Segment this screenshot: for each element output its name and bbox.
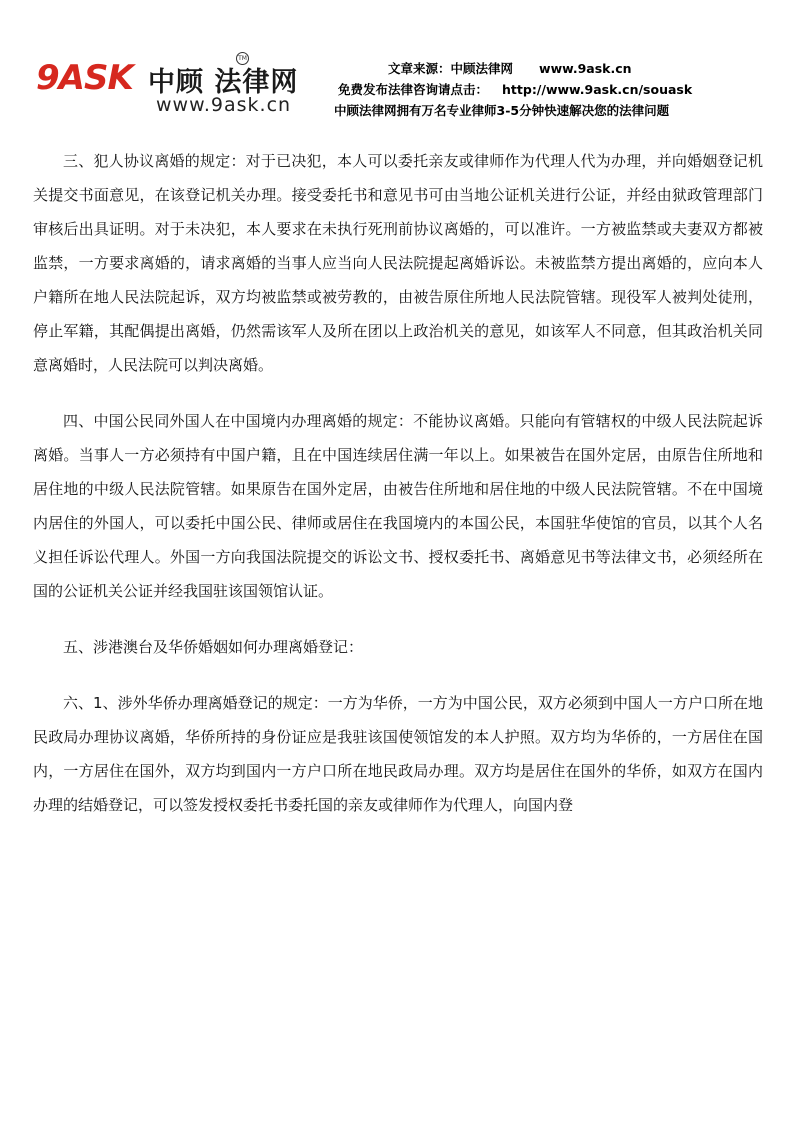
page-header (0, 0, 794, 130)
header-info (320, 58, 770, 121)
source-line (320, 58, 770, 79)
tagline: 中顾法律网拥有万名专业律师3-5分钟快速解决您的法律问题 (334, 103, 670, 118)
article-body (33, 144, 763, 844)
site-logo[interactable] (36, 52, 336, 122)
paragraph-3: 三、犯人协议离婚的规定：对于已决犯，本人可以委托亲友或律师作为代理人代为办理，并向婚姻登记机关提交书面意见，在该登记机关办理。接受委托书和意见书可由当地公证机关进行公证，并经由狱政管理部门审核后出具证明。对于未决犯，本人要求在未执行死刑前协议离婚的，可以准许。一方被监禁或夫妻双方都被监禁，一方要求离婚的，请求离婚的当事人应当向人民法院提起离婚诉讼。未被监禁方提出离婚的，应向本人户籍所在地人民法院起诉，双方均被监禁或被劳教的，由被告原住所地人民法院管辖。现役军人被判处徒刑，停止军籍，其配偶提出离婚，仍然需该军人及所在团以上政治机关的意见，如该军人不同意，但其政治机关同意离婚时，人民法院可以判决离婚。 (33, 152, 763, 374)
trademark-icon: TM (236, 52, 249, 65)
consult-label: 免费发布法律咨询请点击： (338, 82, 489, 97)
paragraph-4: 四、中国公民同外国人在中国境内办理离婚的规定：不能协议离婚。只能向有管辖权的中级人民法院起诉离婚。当事人一方必须持有中国户籍，且在中国连续居住满一年以上。如果被告在国外定居，由原告住所地和居住地的中级人民法院管辖。如果原告在国外定居，由被告住所地和居住地的中级人民法院管辖。不在中国境内居住的外国人，可以委托中国公民、律师或居住在我国境内的本国公民，本国驻华使馆的官员，以其个人名义担任诉讼代理人。外国一方向我国法院提交的诉讼文书、授权委托书、离婚意见书等法律文书，必须经所在国的公证机关公证并经我国驻该国领馆认证。 (33, 412, 763, 600)
source-label: 文章来源：中顾法律网 (388, 61, 514, 76)
paragraph-5: 五、涉港澳台及华侨婚姻如何办理离婚登记： (63, 638, 364, 656)
logo-brand-cn: 中顾 法律网 (148, 67, 299, 98)
logo-brand-latin: 9ASK (36, 58, 133, 98)
source-url-link[interactable]: www.9ask.cn (539, 61, 632, 76)
consult-line (320, 79, 770, 100)
logo-url: www.9ask.cn (156, 94, 292, 116)
consult-url-link[interactable]: http://www.9ask.cn/souask (502, 82, 693, 97)
paragraph-6: 六、1、涉外华侨办理离婚登记的规定：一方为华侨，一方为中国公民，双方必须到中国人一方户口所在地民政局办理协议离婚，华侨所持的身份证应是我驻该国使领馆发的本人护照。双方均为华侨的，一方居住在国内，一方居住在国外，双方均到国内一方户口所在地民政局办理。双方均是居住在国外的华侨，如双方在国内办理的结婚登记，可以签发授权委托书委托国的亲友或律师作为代理人，向国内登 (33, 694, 763, 814)
